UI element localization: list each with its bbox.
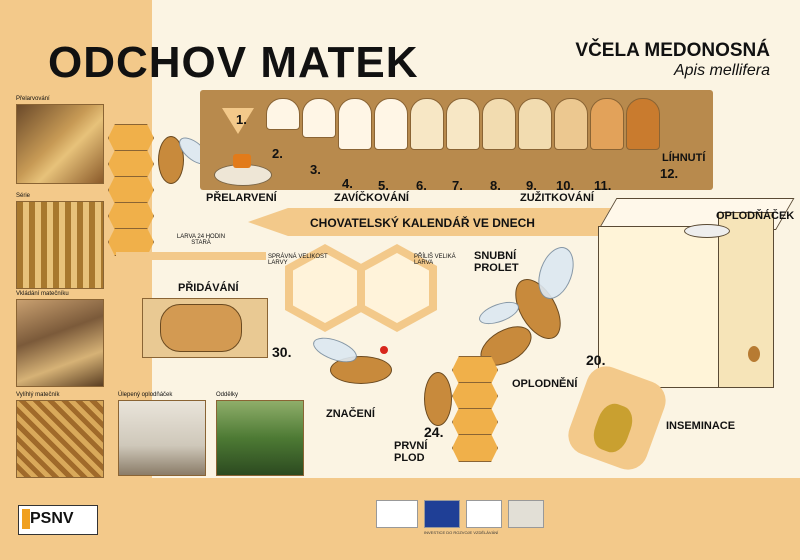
stage-number: 12. [660,166,679,181]
day-24: 24. [424,424,444,440]
stage-number: 7. [452,178,463,193]
stage-number: 8. [490,178,501,193]
cell-stage [302,98,336,138]
comb-cell [452,408,498,436]
stage-number: 9. [526,178,537,193]
label-zavickovani: ZAVÍČKOVÁNÍ [334,192,409,204]
photo-image [216,400,304,476]
page-title: ODCHOV MATEK [48,38,419,87]
label-snubni: SNUBNÍ PROLET [474,250,519,274]
calendar-strip [200,90,713,190]
label-znaceni: ZNAČENÍ [326,408,375,420]
day-30: 30. [272,344,292,360]
comb-cell [452,382,498,410]
label-lihnuti: LÍHNUTÍ [662,152,706,164]
day-20: 20. [586,352,606,368]
stage-number: 10. [556,178,575,193]
box-entrance [748,346,760,362]
comb-cell [452,356,498,384]
species-czech: VČELA MEDONOSNÁ [575,40,770,61]
comb-cell [108,176,154,204]
label-oplodnacek: OPLODŇÁČEK [716,210,795,222]
comb-cell [108,150,154,178]
queen-illustration [424,372,452,426]
cell-stage [482,98,516,150]
comb-cell [452,434,498,462]
label-larva24: LARVA 24 HODIN STARÁ [176,234,226,246]
photo-caption: Série [16,193,31,199]
photo-caption: Vkládání matečníku [16,291,69,297]
cell-stage [374,98,408,150]
stage-number: 11. [594,178,612,193]
feeder-lid [684,224,730,238]
stage-number: 1. [236,112,247,127]
box-side [718,212,774,388]
photo-caption: Přelarvování [16,96,50,102]
photo-caption: Úlepený oplodňáček [118,392,173,398]
op-logo [508,500,544,528]
stage-number: 6. [416,178,427,193]
photo-image [16,104,104,184]
eu-flag-icon [424,500,460,528]
label-pridavani: PŘIDÁVÁNÍ [178,282,239,294]
label-prvni-plod: PRVNÍ PLOD [394,440,428,464]
photo-image [16,400,104,478]
logo-text: PSNV [30,510,74,527]
label-spravna: SPRÁVNÁ VELIKOST LARVY [268,254,328,266]
cell-stage [410,98,444,150]
marking-dot [380,346,388,354]
cell-stage [446,98,480,150]
box-front [598,226,720,388]
cage-chamber [160,304,242,352]
label-zuzitkovani: ZUŽITKOVÁNÍ [520,192,594,204]
pointer-arrow [116,252,266,260]
mating-nuc-box [598,198,774,388]
photo-image [16,201,104,289]
cell-stage [518,98,552,150]
label-prilis: PŘÍLIŠ VELIKÁ LARVA [414,254,456,266]
photo-caption: Oddělky [216,392,239,398]
cell-stage [626,98,660,150]
stage-number: 2. [272,146,283,161]
queen-wing [476,297,522,328]
sponsors-caption: INVESTICE DO ROZVOJE VZDĚLÁVÁNÍ [424,530,499,535]
comb-cell [108,202,154,230]
photo-caption: Vylíhlý matečník [16,392,60,398]
photo-image [16,299,104,387]
calendar-banner-text: CHOVATELSKÝ KALENDÁŘ VE DNECH [310,216,535,230]
logo-mark-icon [22,509,30,529]
cell-stage [554,98,588,150]
label-oplodneni: OPLODNĚNÍ [512,378,578,390]
species-latin: Apis mellifera [673,62,770,79]
stage-number: 3. [310,162,321,177]
esf-logo [376,500,418,528]
stage-number: 4. [342,176,353,191]
species-block [575,40,770,80]
cell-stage [338,98,372,150]
cell-stage [266,98,300,130]
queen-cup-wax [233,154,251,168]
photo-image [118,400,206,476]
label-prelarveni: PŘELARVENÍ [206,192,277,204]
label-inseminace: INSEMINACE [666,420,736,432]
ministry-logo [466,500,502,528]
cell-stage [590,98,624,150]
comb-cell [108,124,154,152]
stage-number: 5. [378,178,389,193]
